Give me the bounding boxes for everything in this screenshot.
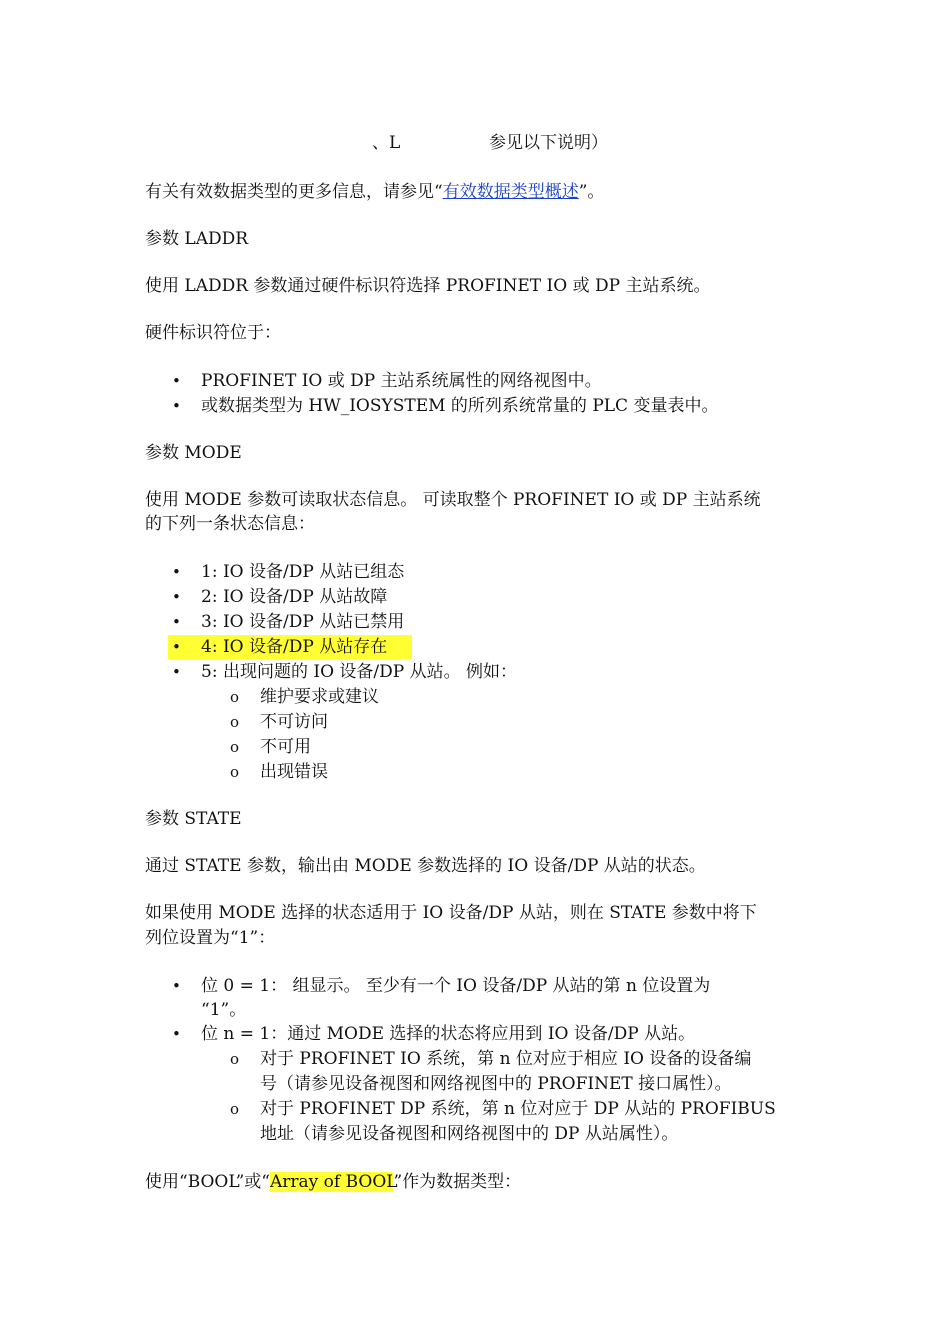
bullet-icon: • <box>172 563 181 581</box>
sub-bullet-icon: o <box>230 1100 240 1118</box>
state-condition-line-1: 如果使用 MODE 选择的状态适用于 IO 设备/DP 从站，则在 STATE 参数中将下 <box>145 903 757 923</box>
mode-sub-bullet-2: 不可访问 <box>260 712 328 732</box>
mode-bullet-3: 3: IO 设备/DP 从站已禁用 <box>201 612 405 632</box>
bullet-icon: • <box>172 977 181 995</box>
state-condition-line-2: 列位设置为“1”： <box>145 928 276 948</box>
bit0-line-2: “1”。 <box>201 1000 247 1020</box>
sub-bullet-icon: o <box>230 738 240 756</box>
mode-description-line-2: 的下列一条状态信息： <box>145 514 315 534</box>
mode-sub-bullet-4: 出现错误 <box>260 762 328 782</box>
bullet-icon: • <box>172 372 181 390</box>
state-description: 通过 STATE 参数，输出由 MODE 参数选择的 IO 设备/DP 从站的状态。 <box>145 856 706 876</box>
sub-bullet-icon: o <box>230 688 240 706</box>
bullet-icon: • <box>172 1025 181 1043</box>
intro-paragraph: 有关有效数据类型的更多信息，请参见“有效数据类型概述”。 <box>145 182 605 202</box>
bitn-line: 位 n = 1：通过 MODE 选择的状态将应用到 IO 设备/DP 从站。 <box>201 1024 696 1044</box>
sub-bullet-icon: o <box>230 763 240 781</box>
bullet-icon: • <box>172 397 181 415</box>
state-heading: 参数 STATE <box>145 809 242 829</box>
array-of-bool-highlight: Array of BOOL <box>269 1172 394 1192</box>
bullet-icon: • <box>172 588 181 606</box>
mode-bullet-5: 5: 出现问题的 IO 设备/DP 从站。 例如： <box>201 662 518 682</box>
valid-data-types-link[interactable]: 有效数据类型概述 <box>442 182 579 202</box>
mode-bullet-2: 2: IO 设备/DP 从站故障 <box>201 587 388 607</box>
profinet-dp-line-2: 地址（请参见设备视图和网络视图中的 DP 从站属性）。 <box>260 1124 679 1144</box>
laddr-heading: 参数 LADDR <box>145 229 249 249</box>
mode-bullet-1: 1: IO 设备/DP 从站已组态 <box>201 562 405 582</box>
datatype-paragraph: 使用“BOOL”或“Array of BOOL”作为数据类型： <box>145 1172 522 1192</box>
profinet-io-line-2: 号（请参见设备视图和网络视图中的 PROFINET 接口属性）。 <box>260 1074 732 1094</box>
mode-sub-bullet-1: 维护要求或建议 <box>260 687 379 707</box>
sub-bullet-icon: o <box>230 1050 240 1068</box>
laddr-bullet-2: 或数据类型为 HW_IOSYSTEM 的所列系统常量的 PLC 变量表中。 <box>201 396 719 416</box>
sub-bullet-icon: o <box>230 713 240 731</box>
bullet-icon: • <box>172 663 181 681</box>
top-fragment-right: 参见以下说明） <box>489 133 608 153</box>
profinet-dp-line-1: 对于 PROFINET DP 系统，第 n 位对应于 DP 从站的 PROFIBUS <box>260 1099 776 1119</box>
bullet-icon: • <box>172 638 181 656</box>
laddr-bullet-1: PROFINET IO 或 DP 主站系统属性的网络视图中。 <box>201 371 602 391</box>
profinet-io-line-1: 对于 PROFINET IO 系统，第 n 位对应于相应 IO 设备的设备编 <box>260 1049 752 1069</box>
mode-heading: 参数 MODE <box>145 443 242 463</box>
bullet-icon: • <box>172 613 181 631</box>
laddr-location-intro: 硬件标识符位于： <box>145 323 281 343</box>
laddr-description: 使用 LADDR 参数通过硬件标识符选择 PROFINET IO 或 DP 主站系统。 <box>145 276 711 296</box>
mode-bullet-4-highlighted: 4: IO 设备/DP 从站存在 <box>201 637 388 657</box>
mode-sub-bullet-3: 不可用 <box>260 737 311 757</box>
mode-description-line-1: 使用 MODE 参数可读取状态信息。 可读取整个 PROFINET IO 或 DP 主站系统 <box>145 490 761 510</box>
bit0-line-1: 位 0 = 1： 组显示。 至少有一个 IO 设备/DP 从站的第 n 位设置为 <box>201 976 711 996</box>
top-fragment-left: 、L <box>372 133 401 153</box>
